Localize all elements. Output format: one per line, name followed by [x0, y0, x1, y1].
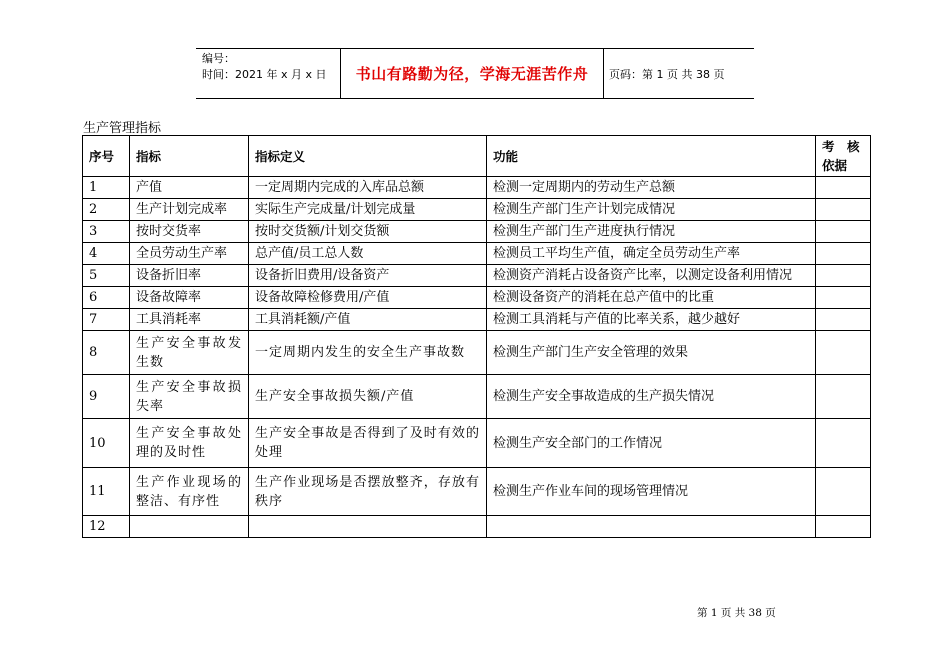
cell-name: 生产安全事故处理的及时性 — [130, 419, 249, 468]
cell-function: 检测生产安全部门的工作情况 — [487, 419, 816, 468]
cell-name: 按时交货率 — [130, 221, 249, 243]
page-footer: 第 1 页 共 38 页 — [697, 607, 776, 619]
cell-check — [816, 331, 871, 375]
serial-label: 编号： — [202, 52, 235, 65]
cell-check — [816, 177, 871, 199]
cell-no: 7 — [83, 309, 130, 331]
header-meta — [202, 51, 340, 83]
cell-no: 5 — [83, 265, 130, 287]
cell-definition: 一定周期内发生的安全生产事故数 — [249, 331, 487, 375]
cell-function: 检测工具消耗与产值的比率关系，越少越好 — [487, 309, 816, 331]
cell-definition: 设备折旧费用/设备资产 — [249, 265, 487, 287]
header-page-number: 页码：第 1 页 共 38 页 — [609, 67, 725, 81]
cell-name: 设备折旧率 — [130, 265, 249, 287]
cell-definition: 一定周期内完成的入库品总额 — [249, 177, 487, 199]
cell-name: 生产作业现场的整洁、有序性 — [130, 468, 249, 516]
cell-function: 检测生产作业车间的现场管理情况 — [487, 468, 816, 516]
cell-no: 11 — [83, 468, 130, 516]
cell-check — [816, 309, 871, 331]
cell-function: 检测资产消耗占设备资产比率，以测定设备利用情况 — [487, 265, 816, 287]
cell-definition: 实际生产完成量/计划完成量 — [249, 199, 487, 221]
cell-definition: 生产安全事故损失额/产值 — [249, 375, 487, 419]
indicator-table — [82, 135, 871, 538]
cell-no: 6 — [83, 287, 130, 309]
cell-definition: 生产作业现场是否摆放整齐，存放有秩序 — [249, 468, 487, 516]
cell-name: 设备故障率 — [130, 287, 249, 309]
header-check-basis — [816, 136, 871, 177]
cell-check — [816, 243, 871, 265]
table-row — [83, 419, 871, 468]
cell-name: 全员劳动生产率 — [130, 243, 249, 265]
section-title: 生产管理指标 — [83, 121, 162, 136]
cell-function: 检测生产安全事故造成的生产损失情况 — [487, 375, 816, 419]
table-row — [83, 516, 871, 538]
cell-check — [816, 199, 871, 221]
table-header-row — [83, 136, 871, 177]
table-row — [83, 265, 871, 287]
cell-no: 10 — [83, 419, 130, 468]
cell-definition — [249, 516, 487, 538]
cell-check — [816, 375, 871, 419]
cell-name: 生产计划完成率 — [130, 199, 249, 221]
cell-check — [816, 468, 871, 516]
table-row — [83, 221, 871, 243]
cell-name: 生产安全事故损失率 — [130, 375, 249, 419]
header-name: 指标 — [130, 136, 249, 177]
table-row — [83, 375, 871, 419]
header-no: 序号 — [83, 136, 130, 177]
cell-function: 检测生产部门生产安全管理的效果 — [487, 331, 816, 375]
cell-no: 12 — [83, 516, 130, 538]
cell-definition: 设备故障检修费用/产值 — [249, 287, 487, 309]
cell-name — [130, 516, 249, 538]
cell-no: 4 — [83, 243, 130, 265]
cell-definition: 工具消耗额/产值 — [249, 309, 487, 331]
cell-name: 生产安全事故发生数 — [130, 331, 249, 375]
table-row — [83, 331, 871, 375]
table-row — [83, 287, 871, 309]
cell-no: 1 — [83, 177, 130, 199]
cell-name: 工具消耗率 — [130, 309, 249, 331]
cell-name: 产值 — [130, 177, 249, 199]
cell-check — [816, 287, 871, 309]
table-row — [83, 243, 871, 265]
cell-check — [816, 516, 871, 538]
table-row — [83, 309, 871, 331]
table-row — [83, 199, 871, 221]
cell-function: 检测生产部门生产进度执行情况 — [487, 221, 816, 243]
cell-no: 3 — [83, 221, 130, 243]
document-header — [196, 48, 754, 99]
cell-check — [816, 265, 871, 287]
table-row — [83, 177, 871, 199]
header-motto: 书山有路勤为径，学海无涯苦作舟 — [355, 65, 589, 83]
header-function: 功能 — [487, 136, 816, 177]
cell-no: 8 — [83, 331, 130, 375]
cell-function: 检测员工平均生产值，确定全员劳动生产率 — [487, 243, 816, 265]
header-check-line1: 考 核 — [822, 139, 860, 154]
header-divider — [603, 49, 604, 98]
cell-definition: 总产值/员工总人数 — [249, 243, 487, 265]
cell-function — [487, 516, 816, 538]
cell-function: 检测一定周期内的劳动生产总额 — [487, 177, 816, 199]
header-check-line2: 依据 — [822, 158, 848, 173]
cell-check — [816, 221, 871, 243]
cell-definition: 按时交货额/计划交货额 — [249, 221, 487, 243]
cell-no: 9 — [83, 375, 130, 419]
cell-check — [816, 419, 871, 468]
table-row — [83, 468, 871, 516]
cell-definition: 生产安全事故是否得到了及时有效的处理 — [249, 419, 487, 468]
header-definition: 指标定义 — [249, 136, 487, 177]
cell-function: 检测设备资产的消耗在总产值中的比重 — [487, 287, 816, 309]
time-label: 时间：2021 年 x 月 x 日 — [202, 68, 327, 81]
cell-no: 2 — [83, 199, 130, 221]
cell-function: 检测生产部门生产计划完成情况 — [487, 199, 816, 221]
